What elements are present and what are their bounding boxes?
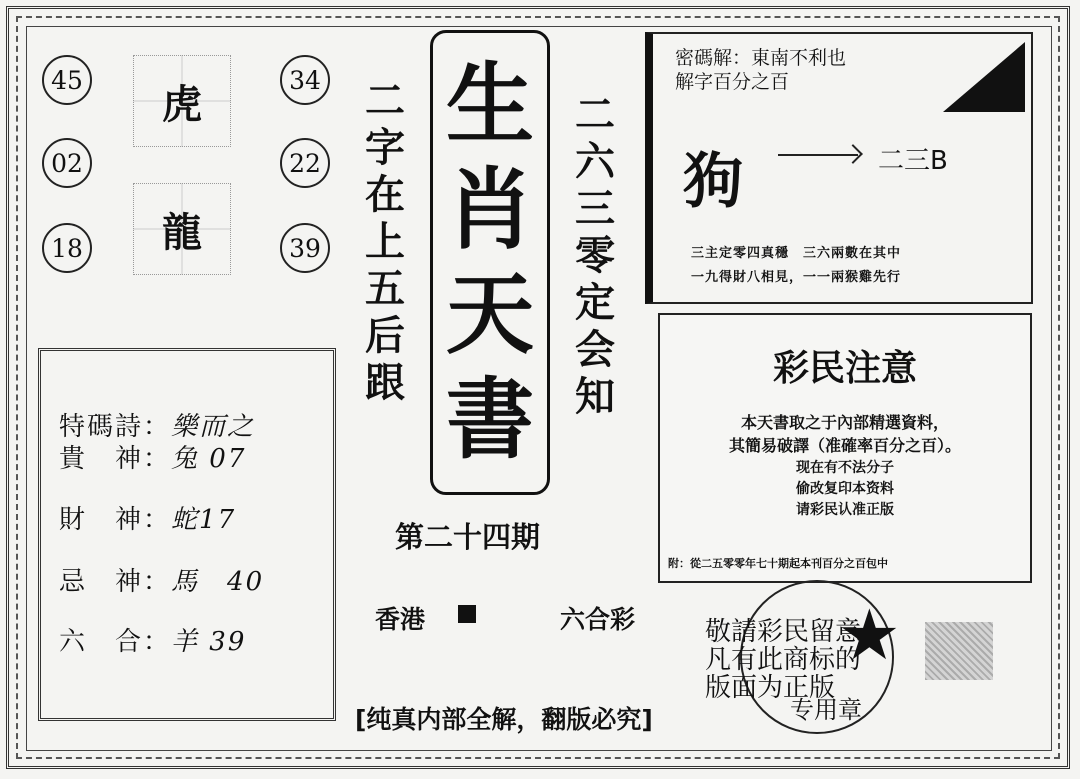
poem-label: 忌 神: [59, 567, 144, 597]
title-box: [430, 30, 550, 495]
stamp-label: 专用章: [790, 696, 862, 724]
char: 在: [365, 172, 405, 218]
char: 三: [575, 186, 615, 232]
poem-value: 兔 07: [171, 444, 247, 474]
arrow-text: 二三B: [878, 146, 948, 176]
poem-value: 樂而之: [171, 412, 256, 442]
star-icon: ★: [838, 594, 901, 676]
notice-line: 现在有不法分子: [796, 460, 894, 476]
poem-value: 蛇17: [171, 505, 237, 535]
triangle-icon: [943, 42, 1025, 112]
notice-footer: 附：從二五零零年七十期起本刊百分之百包中: [668, 557, 888, 570]
title-char: 肖: [445, 158, 534, 262]
poem-line: 財 神：蛇17: [59, 505, 237, 535]
trademark-line: 敬請彩民留意: [705, 617, 862, 647]
seal-image: [925, 622, 993, 680]
poem-box: [38, 348, 336, 721]
char: 零: [575, 233, 615, 279]
poem-line: 特碼詩：樂而之: [59, 412, 256, 442]
poem-label: 貴 神: [59, 444, 144, 474]
code-header: [675, 46, 846, 94]
char: 五: [365, 266, 405, 312]
char: 知: [575, 374, 615, 420]
trademark-line: 凡有此商标的: [705, 645, 862, 675]
code-box: [645, 32, 1033, 304]
number-circle: 18: [42, 223, 92, 273]
char: 字: [365, 125, 405, 171]
poem-line: 六 合：羊 39: [59, 627, 247, 657]
char: 定: [575, 280, 615, 326]
title-char: 書: [445, 367, 534, 471]
liuhecai-label: 六合彩: [560, 605, 636, 634]
char: 二: [575, 92, 615, 138]
number-circle: 22: [280, 138, 330, 188]
char: 跟: [365, 360, 405, 406]
poem-line: 忌 神：馬 40: [59, 567, 265, 597]
square-icon: [458, 605, 476, 623]
char: 二: [365, 78, 405, 124]
genuine-notice: [纯真内部全解，翻版必究]: [355, 705, 653, 734]
number-circle: 45: [42, 55, 92, 105]
code-poem: [691, 242, 901, 290]
right-vertical-phrase: [575, 92, 615, 421]
code-line: 密碼解：東南不利也: [675, 47, 847, 69]
number-circle: 02: [42, 138, 92, 188]
poem-value: 羊 39: [171, 627, 247, 657]
left-vertical-phrase: [365, 78, 405, 407]
hongkong-label: 香港: [375, 605, 426, 634]
zodiac-box-dragon: 龍: [133, 183, 231, 275]
title-char: 生: [445, 53, 534, 157]
notice-line: 本天書取之于內部精選資料，: [740, 413, 949, 432]
code-line: 解字百分之百: [675, 71, 790, 93]
notice-line: 请彩民认准正版: [796, 502, 894, 518]
code-animal: 狗: [683, 147, 743, 217]
title-char: 天: [445, 262, 534, 366]
notice-line: 其簡易破譯（准確率百分之百）。: [728, 436, 961, 455]
poem-line: 貴 神：兔 07: [59, 444, 247, 474]
poem-label: 財 神: [59, 505, 144, 535]
issue-period: 第二十四期: [395, 520, 541, 554]
number-circle: 39: [280, 223, 330, 273]
poem-label: 特碼詩: [59, 412, 144, 442]
notice-box: [658, 313, 1032, 583]
poem-label: 六 合: [59, 627, 144, 657]
number-circle: 34: [280, 55, 330, 105]
char: 会: [575, 327, 615, 373]
notice-line: 偷改复印本资料: [796, 481, 894, 497]
char: 后: [365, 313, 405, 359]
notice-title: 彩民注意: [772, 348, 917, 389]
code-poem-line: 一九得財八相見，一一兩猴雞先行: [691, 270, 902, 285]
trademark-line: 版面为正版: [705, 673, 836, 703]
arrow-right-icon: [778, 154, 858, 156]
char: 六: [575, 139, 615, 185]
zodiac-box-tiger: 虎: [133, 55, 231, 147]
poem-value: 馬 40: [171, 567, 265, 597]
code-poem-line: 三主定零四真穩 三六兩數在其中: [691, 246, 902, 261]
char: 上: [365, 219, 405, 265]
